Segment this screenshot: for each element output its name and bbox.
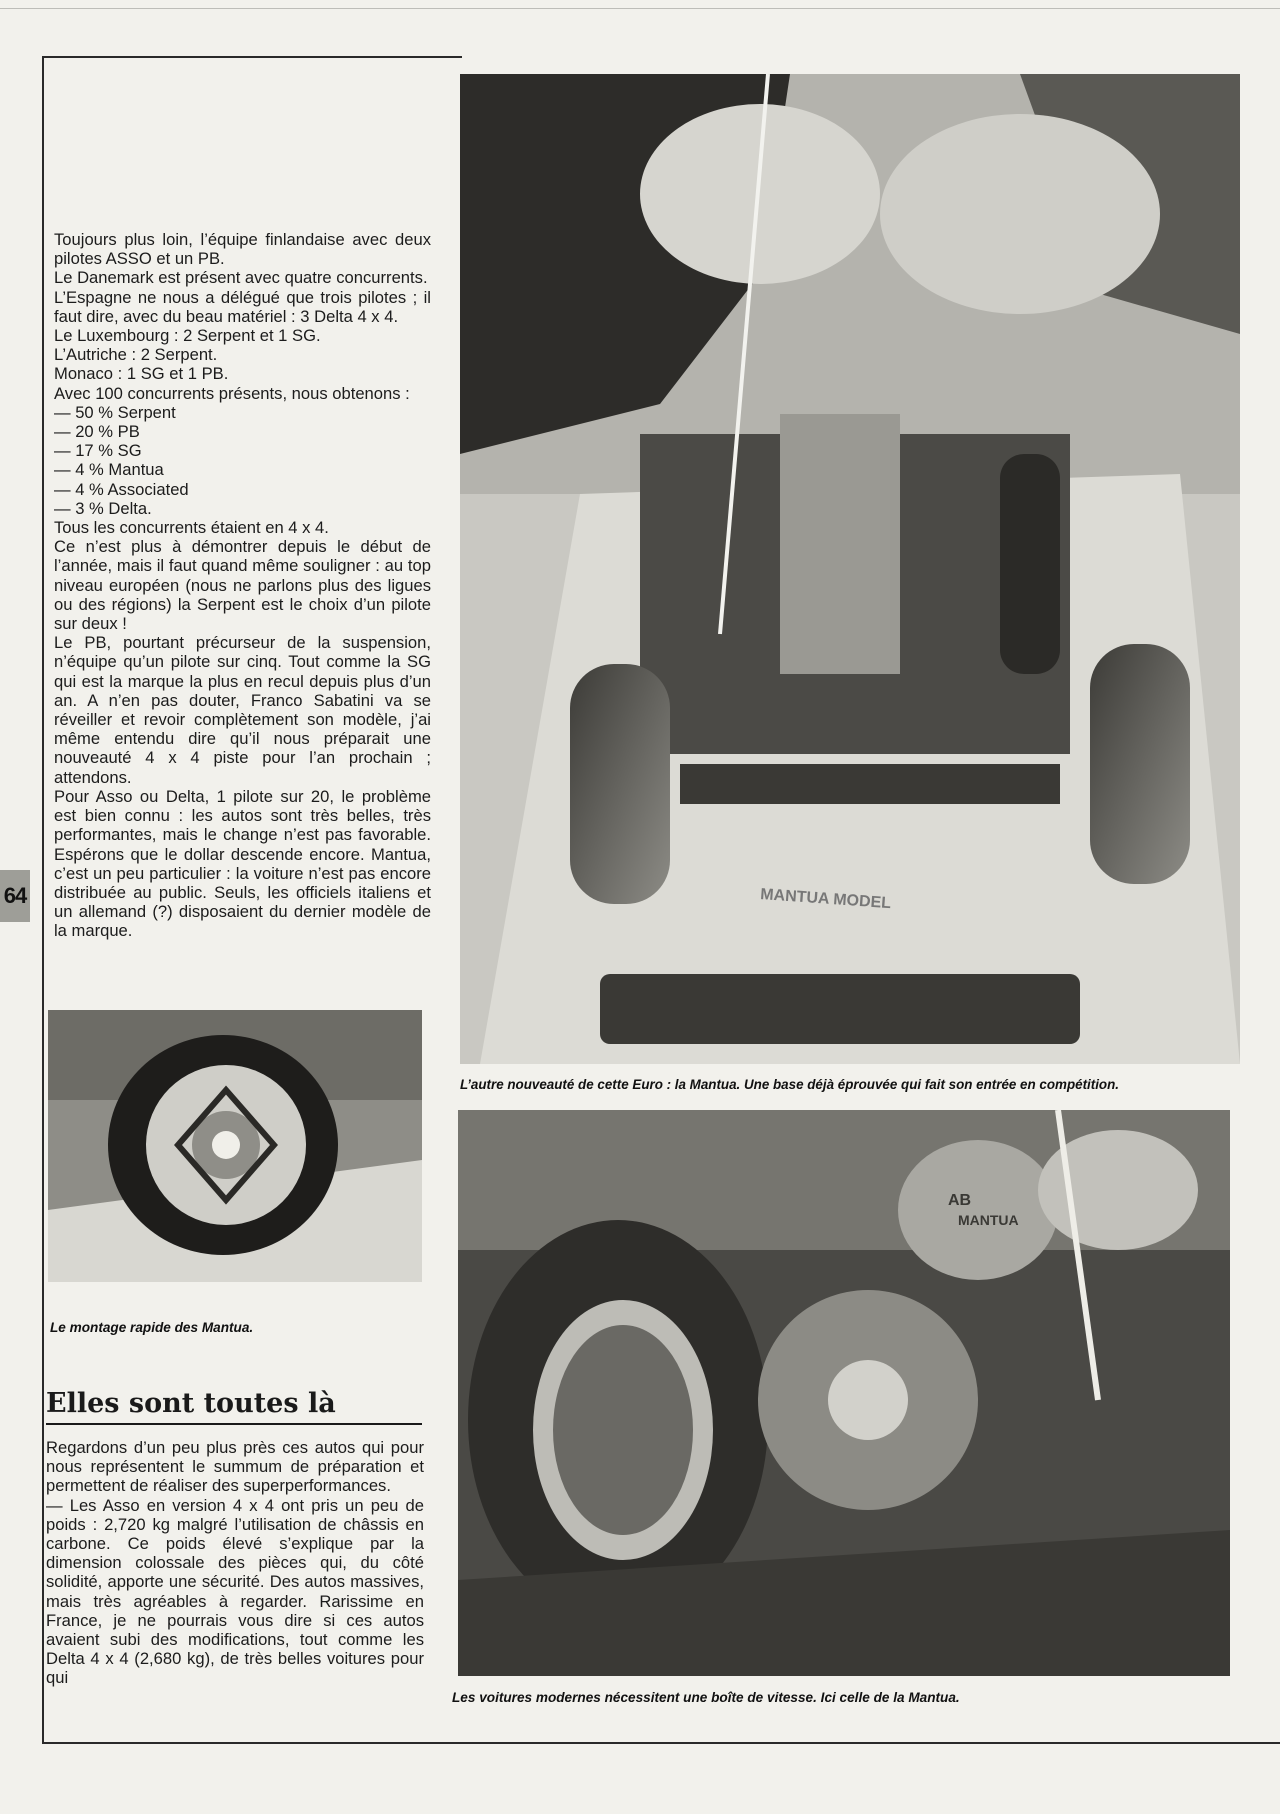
paragraph: L’Autriche : 2 Serpent. bbox=[54, 345, 218, 365]
photo-mantua-car bbox=[460, 74, 1240, 1064]
photo-gearbox bbox=[458, 1110, 1230, 1676]
caption-wheel: Le montage rapide des Mantua. bbox=[50, 1320, 254, 1335]
frame-top-line bbox=[42, 56, 462, 58]
list-item: — 4 % Mantua bbox=[54, 460, 164, 480]
section-text bbox=[46, 1438, 424, 1688]
list-item: — 4 % Associated bbox=[54, 479, 189, 499]
list-item: — 3 % Delta. bbox=[54, 498, 152, 518]
paragraph: Avec 100 concurrents présents, nous obtenons : bbox=[54, 383, 410, 403]
paragraph: — Les Asso en version 4 x 4 ont pris un peu de poids : 2,720 kg malgré l’utilisation de châssis en carbone. Ce poids élevé s’explique par la dimension colossale des pièces qui, du côté solidité, apporte une sécurité. Des autos massives, mais très agréables à regarder. Rarissime en France, je ne pourrais vous dire si ces autos avaient subi des modifications, tout comme les Delta 4 x 4 (2,680 kg), de très belles voitures pour qui bbox=[46, 1495, 424, 1688]
list-item: — 20 % PB bbox=[54, 422, 140, 442]
photo-gearbox-illustration bbox=[458, 1110, 1230, 1676]
intro-text bbox=[54, 230, 431, 941]
photo-mantua-car-illustration bbox=[460, 74, 1240, 1064]
paragraph: Toujours plus loin, l’équipe finlandaise avec deux pilotes ASSO et un PB. bbox=[54, 230, 431, 269]
caption-mantua-car: L’autre nouveauté de cette Euro : la Mantua. Une base déjà éprouvée qui fait son entrée en compétition. bbox=[460, 1077, 1120, 1092]
section-title: Elles sont toutes là bbox=[46, 1388, 422, 1425]
paragraph: Le PB, pourtant précurseur de la suspension, n’équipe qu’un pilote sur cinq. Tout comme la SG qui est la marque la plus en recul depuis plus d’un an. A n’en pas douter, Franco Sabatini va se réveiller et revoir complètement son modèle, j’ai même entendu dire qu’il nous préparait une nouveauté 4 x 4 piste pour l’an prochain ; attendons. bbox=[54, 633, 431, 787]
photo-wheel bbox=[48, 1010, 422, 1282]
paragraph: Pour Asso ou Delta, 1 pilote sur 20, le problème est bien connu : les autos sont très belles, très performantes, mais le change n’est pas favorable. Espérons que le dollar descende encore. Mantua, c’est un peu particulier : la voiture n’est pas encore distribuée au public. Seuls, les officiels italiens et un allemand (?) disposaient du dernier modèle de la marque. bbox=[54, 786, 431, 941]
cap-brand-text: MANTUA bbox=[958, 1212, 1019, 1228]
chassis-plate-text: MANTUA MODEL bbox=[759, 886, 892, 913]
cap-top-text: AB bbox=[948, 1192, 972, 1209]
paragraph: Regardons d’un peu plus près ces autos qui pour nous représentent le summum de préparation et permettent de réaliser des superperformances. bbox=[46, 1438, 424, 1496]
paragraph: Monaco : 1 SG et 1 PB. bbox=[54, 364, 229, 384]
caption-gearbox: Les voitures modernes nécessitent une boîte de vitesse. Ici celle de la Mantua. bbox=[452, 1690, 960, 1705]
list-item: — 17 % SG bbox=[54, 441, 142, 461]
page-number: 64 bbox=[0, 870, 30, 922]
paragraph: Tous les concurrents étaient en 4 x 4. bbox=[54, 518, 329, 538]
frame-left-line bbox=[42, 56, 44, 1744]
paragraph: Le Luxembourg : 2 Serpent et 1 SG. bbox=[54, 326, 321, 346]
paragraph: L’Espagne ne nous a délégué que trois pilotes ; il faut dire, avec du beau matériel : 3 Delta 4 x 4. bbox=[54, 287, 431, 326]
top-rule bbox=[0, 8, 1280, 9]
photo-wheel-illustration bbox=[48, 1010, 422, 1282]
paragraph: Ce n’est plus à démontrer depuis le début de l’année, mais il faut quand même souligner : au top niveau européen (nous ne parlons plus des ligues ou des régions) la Serpent est le choix d’un pilote sur deux ! bbox=[54, 537, 431, 634]
list-item: — 50 % Serpent bbox=[54, 402, 176, 422]
paragraph: Le Danemark est présent avec quatre concurrents. bbox=[54, 268, 428, 288]
frame-bottom-line bbox=[42, 1742, 1280, 1744]
